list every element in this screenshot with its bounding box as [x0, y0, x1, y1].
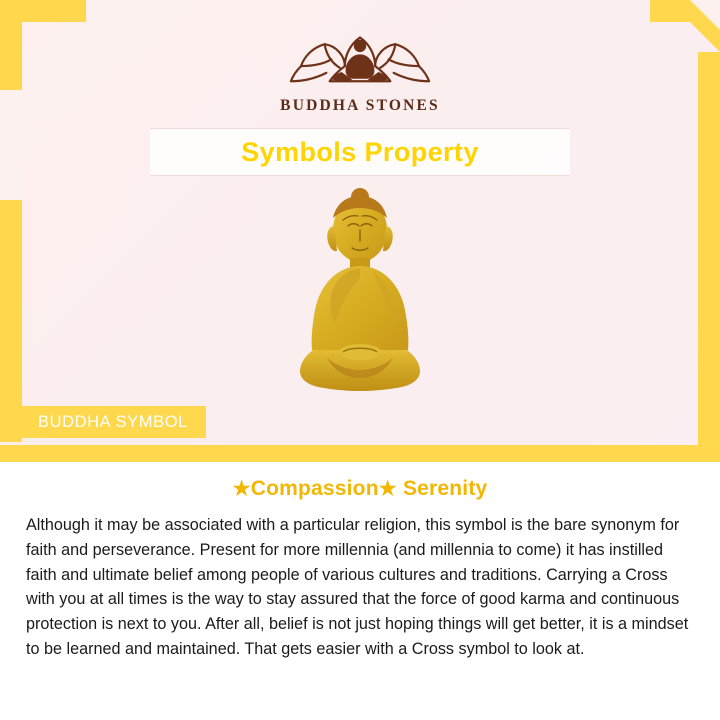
keyword-first: Compassion — [250, 477, 379, 500]
symbol-tag — [22, 406, 206, 438]
page-title: Symbols Property — [241, 136, 479, 167]
brand-header — [0, 24, 720, 115]
lotus-meditation-figure-icon — [275, 24, 445, 88]
seated-buddha-statue-icon — [255, 182, 465, 415]
brand-name: BUDDHA STONES — [280, 97, 440, 114]
content-panel — [0, 462, 720, 720]
decor-band-top-left — [0, 0, 86, 22]
keyword-row — [26, 476, 694, 501]
keyword-second: Serenity — [402, 477, 488, 500]
title-banner — [150, 128, 570, 176]
star-icon-left: ★ — [232, 478, 251, 500]
description-paragraph: Although it may be associated with a particular religion, this symbol is the bare synonym for faith and perseverance. Present for more millennia (and millennia to come) it has instilled faith and ultimate belief among people of various cultures and traditions. Carrying a Cross with you at all times is the way to stay assured that the force of good karma and continuous protection is next to you. After all, belief is not just hoping things will get better, it is a mindset to be learned and maintained. That gets easier with a Cross symbol to look at. — [26, 516, 689, 658]
buddha-illustration — [0, 182, 720, 412]
star-icon-right: ★ — [378, 478, 397, 500]
symbol-tag-label: BUDDHA SYMBOL — [38, 412, 188, 431]
